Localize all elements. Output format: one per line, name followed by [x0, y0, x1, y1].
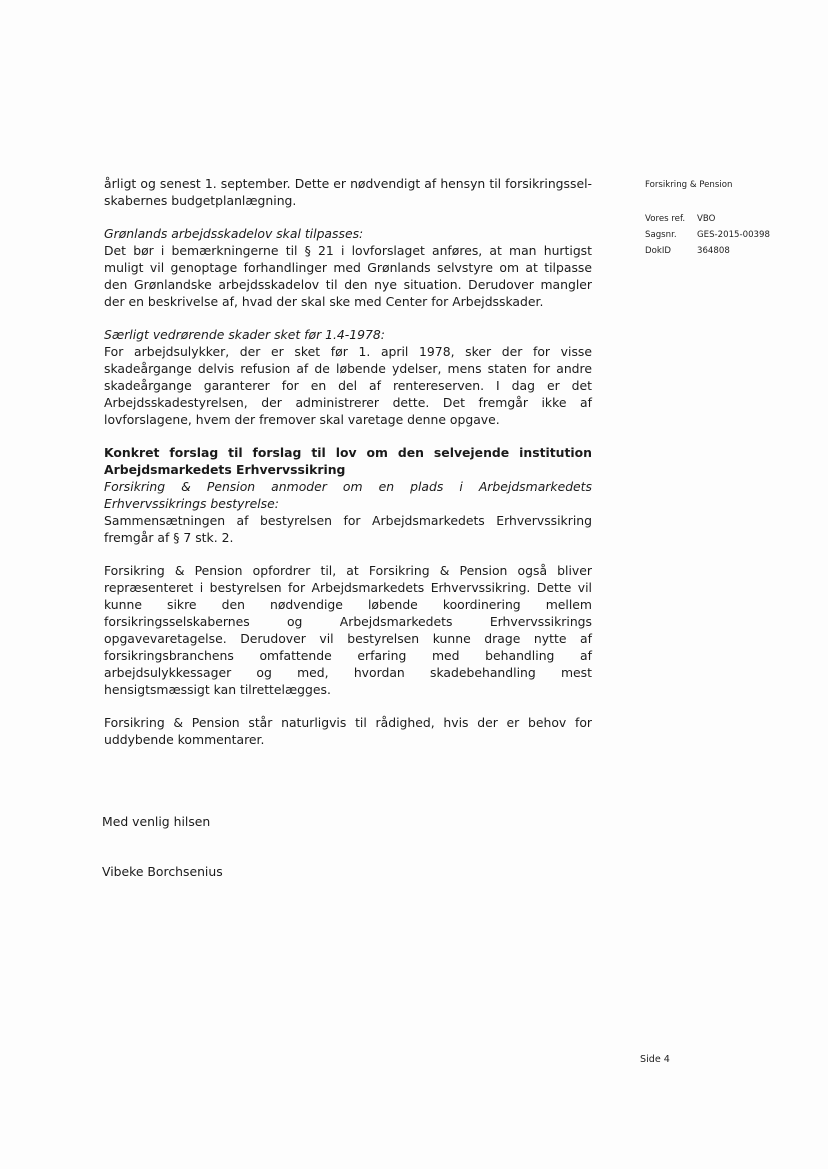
paragraph-availability: Forsikring & Pension står naturligvis til rådighed, hvis der er behov for uddybende kommentarer. [104, 715, 592, 747]
meta-value: 364808 [697, 246, 730, 256]
page-number: Side 4 [640, 1054, 670, 1065]
meta-row-ref [645, 213, 770, 229]
paragraph-board-composition: Sammensætningen af bestyrelsen for Arbejdsmarkedets Erhvervssikring fremgår af § 7 stk. 2. [104, 513, 592, 545]
signature-name: Vibeke Borchsenius [102, 864, 223, 879]
meta-row-docid [645, 245, 770, 261]
meta-label: Vores ref. [645, 214, 686, 224]
paragraph-representation: Forsikring & Pension opfordrer til, at Forsikring & Pension også bliver repræsenteret i bestyrelsen for Arbejdsmarkedets Erhvervssikring. Dette vil kunne sikre den nødvendige løbende koordinering mellem forsikringsselskabernes og Arbejdsmarkedets Erhvervssikrings opgavevaretagelse. Derudover vil bestyrelsen kunne drage nytte af forsikringsbranchens omfattende erfaring med behandling af arbejdsulykkessager og med, hvordan skadebehandling mest hensigtsmæssigt kan tilrettelægges. [104, 563, 592, 697]
meta-row-case [645, 229, 770, 245]
subheading-greenland: Grønlands arbejdsskadelov skal tilpasses: [104, 226, 364, 241]
reference-block [645, 213, 770, 261]
paragraph-budget: årligt og senest 1. september. Dette er nødvendigt af hensyn til forsikringssel-skabernes budgetplanlægning. [104, 176, 592, 208]
paragraph-greenland: Det bør i bemærkningerne til § 21 i lovforslaget anføres, at man hurtigst muligt vil genoptage forhandlinger med Grønlands selvstyre om at tilpasse den Grønlandske arbejdsskadelov til den nye situation. Derudover mangler der en beskrivelse af, hvad der skal ske med Center for Arbejdsskader. [104, 243, 592, 309]
letter-body [104, 175, 592, 764]
paragraph-before-1978: For arbejdsulykker, der er sket før 1. april 1978, sker der for visse skadeårgange delvis refusion af de løbende ydelser, mens staten for andre skadeårgange garanterer for en del af rentereserven. I dag er det Arbejdsskadestyrelsen, der administrerer dette. Det fremgår ikke af lovforslagene, hvem der fremover skal varetage denne opgave. [104, 344, 592, 427]
meta-value: VBO [697, 214, 716, 224]
meta-label: Sagsnr. [645, 230, 677, 240]
closing-greeting: Med venlig hilsen [102, 814, 211, 829]
subheading-before-1978: Særligt vedrørende skader sket før 1.4-1978: [104, 327, 385, 342]
sender-org: Forsikring & Pension [645, 180, 733, 190]
section-heading: Konkret forslag til forslag til lov om den selvejende institution Arbejdsmarkedets Erhvervssikring [104, 445, 592, 477]
subheading-board-seat: Forsikring & Pension anmoder om en plads i Arbejdsmarkedets Erhvervssikrings bestyrelse: [104, 479, 592, 511]
meta-value: GES-2015-00398 [697, 230, 770, 240]
meta-label: DokID [645, 246, 672, 256]
